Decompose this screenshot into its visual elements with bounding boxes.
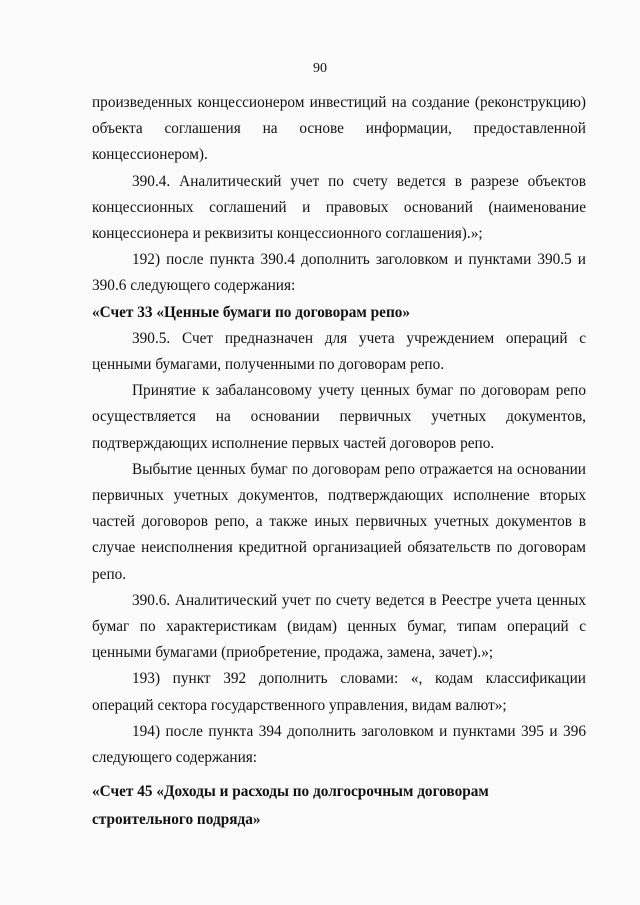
paragraph-item-193: 193) пункт 392 дополнить словами: «, кодам классификации операций сектора государственного управления, видам валют»;	[92, 670, 586, 714]
document-body	[92, 90, 586, 834]
paragraph-acceptance: Принятие к забалансовому учету ценных бумаг по договорам репо осуществляется на основании первичных учетных документов, подтверждающих исполнение первых частей договоров репо.	[92, 382, 586, 452]
paragraph-390-6: 390.6. Аналитический учет по счету ведется в Реестре учета ценных бумаг по характеристикам (видам) ценных бумаг, типам операций с ценными бумагами (приобретение, продажа, замена, зачет).»;	[92, 591, 586, 662]
paragraph-390-4: 390.4. Аналитический учет по счету ведется в разрезе объектов концессионных соглашений и правовых оснований (наименование концессионера и реквизиты концессионного соглашения).»;	[92, 172, 586, 243]
heading-account-45-line1: «Счет 45 «Доходы и расходы по долгосрочным договорам	[92, 783, 489, 801]
paragraph-continuation: произведенных концессионером инвестиций на создание (реконструкцию) объекта соглашения на основе информации, предоставленной концессионером).	[92, 94, 586, 164]
paragraph-390-5: 390.5. Счет предназначен для учета учреждением операций с ценными бумагами, полученными по договорам репо.	[92, 329, 586, 374]
paragraph-item-194: 194) после пункта 394 дополнить заголовком и пунктами 395 и 396 следующего содержания:	[92, 722, 586, 767]
paragraph-item-192: 192) после пункта 390.4 дополнить заголовком и пунктами 390.5 и 390.6 следующего содержания:	[92, 251, 586, 295]
paragraph-disposal: Выбытие ценных бумаг по договорам репо отражается на основании первичных учетных документов, подтверждающих исполнение вторых частей договоров репо, а также иных первичных учетных документов в случае неисполнения кредитной организацией обязательств по договорам репо.	[92, 460, 586, 583]
heading-account-45-line2: строительного подряда»	[92, 811, 261, 829]
page-number: 90	[313, 61, 327, 76]
heading-account-33: «Счет 33 «Ценные бумаги по договорам репо»	[92, 303, 411, 321]
